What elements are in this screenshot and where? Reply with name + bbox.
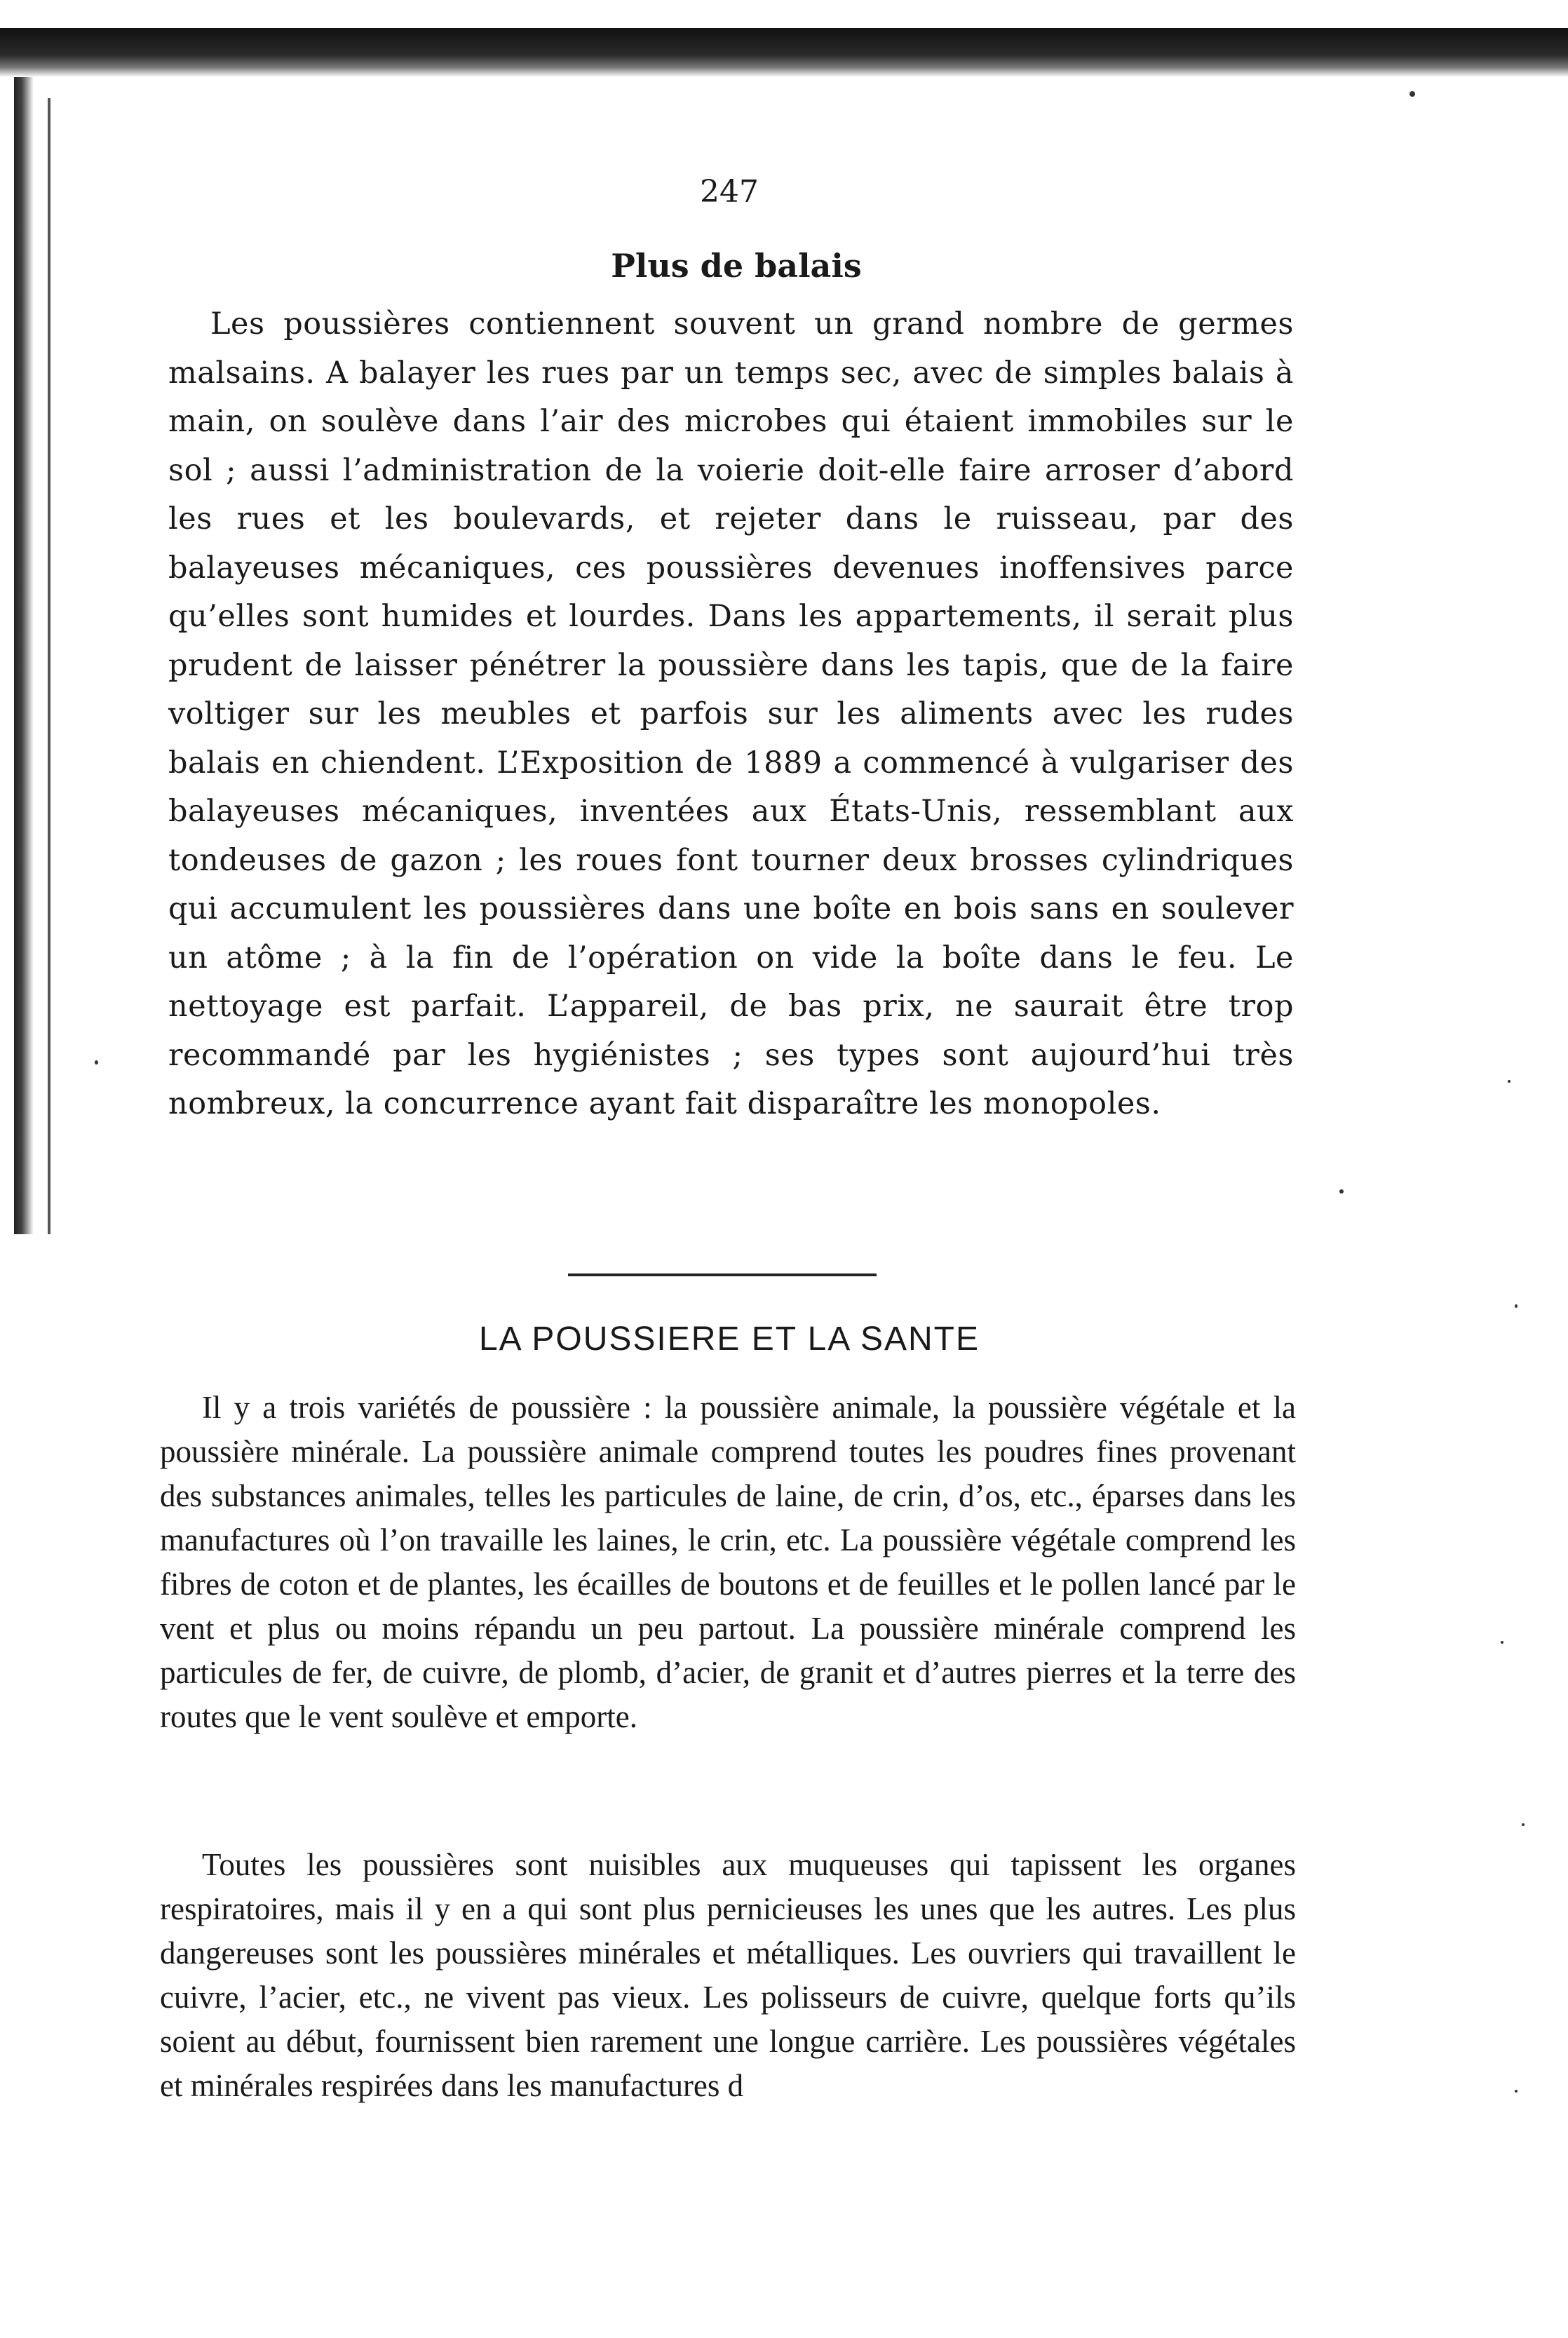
scan-speck (1508, 1080, 1510, 1083)
scan-top-edge (0, 28, 1568, 77)
section-body: Les poussières contiennent souvent un grand nombre de germes malsains. A balayer les rues par un temps sec, avec de simples balais à main, on soulève dans l’air des microbes qui étaient immobiles sur le sol ; aussi l’administration de la voierie doit-elle faire arroser d’abord les rues et les boulevards, et rejeter dans le ruisseau, par des balayeuses mécaniques, ces poussières devenues inoffensives parce qu’elles sont humides et lourdes. Dans les appartements, il serait plus prudent de laisser pénétrer la poussière dans les tapis, que de la faire voltiger sur les meubles et parfois sur les aliments avec les rudes balais en chiendent. L’Exposition de 1889 a commencé à vulgariser des balayeuses mécaniques, inventées aux États-Unis, ressemblant aux tondeuses de gazon ; les roues font tourner deux brosses cylindriques qui accumulent les poussières dans une boîte en bois sans en soulever un atôme ; à la fin de l’opération on vide la boîte dans le feu. Le nettoyage est parfait. L’appareil, de bas prix, ne saurait être trop recommandé par les hygiénistes ; ses types sont aujourd’hui très nombreux, la concurrence ayant fait disparaître les monopoles. (168, 306, 1294, 1121)
section-title: Plus de balais (611, 247, 862, 285)
scan-speck (1339, 1189, 1344, 1194)
scan-left-edge (14, 77, 34, 1234)
section-divider (568, 1273, 877, 1276)
page-number: 247 (700, 174, 759, 210)
paragraph: Il y a trois variétés de poussière : la poussière animale, la poussière végétale et la poussière minérale. La poussière animale comprend toutes les poudres fines provenant des substances animales, telles les particules de laine, de crin, d’os, etc., éparses dans les manufactures où l’on travaille les laines, le crin, etc. La poussière végétale comprend les fibres de coton et de plantes, les écailles de boutons et de feuilles et le pollen lancé par le vent et plus ou moins répandu un peu partout. La poussière minérale comprend les particules de fer, de cuivre, de plomb, d’acier, de granit et d’autres pierres et la terre des routes que le vent soulève et emporte. (160, 1390, 1296, 1734)
scan-speck (95, 1060, 98, 1065)
scan-speck (1501, 1641, 1503, 1644)
chapter-heading: LA POUSSIERE ET LA SANTE (478, 1320, 980, 1358)
scan-left-rule (48, 98, 50, 1234)
scan-speck (1515, 2090, 1518, 2093)
scan-speck (1515, 1304, 1518, 1308)
paragraph: Toutes les poussières sont nuisibles aux muqueuses qui tapissent les organes respiratoires, mais il y en a qui sont plus pernicieuses les unes que les autres. Les plus dangereuses sont les poussières minérales et métalliques. Les ouvriers qui travaillent le cuivre, l’acier, etc., ne vivent pas vieux. Les polisseurs de cuivre, quelque forts qu’ils soient au début, fournissent bien rarement une longue carrière. Les poussières végétales et minérales respirées dans les manufactures d (160, 1847, 1296, 2103)
scan-speck (1522, 1823, 1525, 1826)
scan-speck (1410, 91, 1415, 97)
